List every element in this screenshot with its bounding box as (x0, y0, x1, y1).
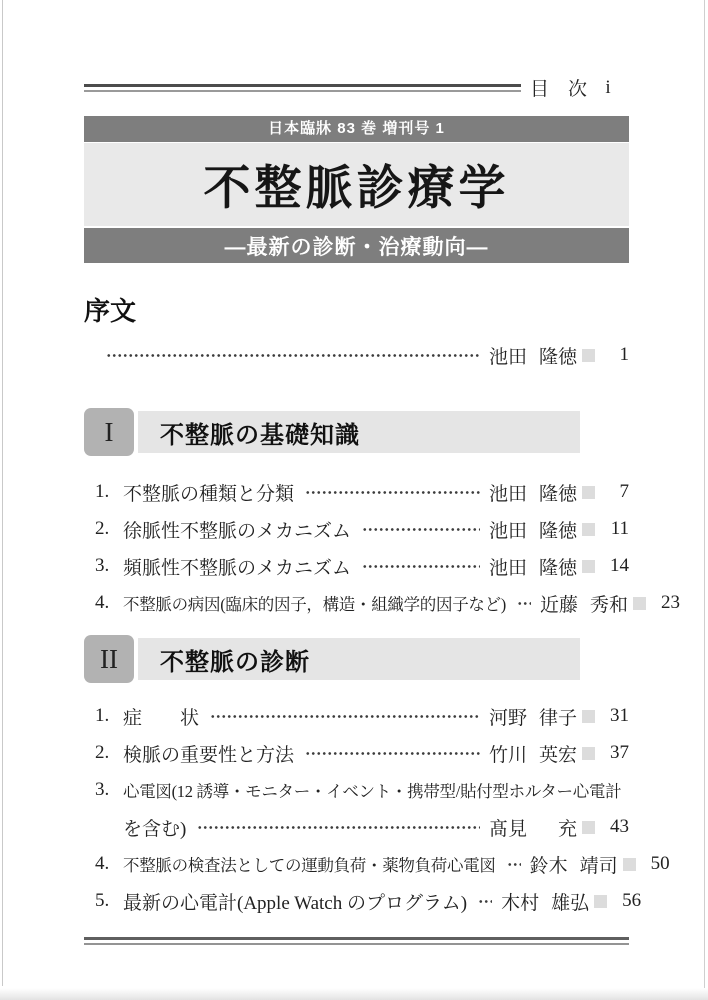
page-number: 14 (610, 555, 629, 576)
author-family: 池田 (489, 346, 528, 368)
author-given: 隆徳 (538, 346, 577, 368)
toc-row (95, 890, 642, 914)
item-title: 最新の心電計(Apple Watch のプログラム) (123, 892, 468, 914)
author-given: 英宏 (538, 744, 577, 766)
author-family: 池田 (489, 483, 528, 505)
page-marker (633, 597, 646, 610)
page-marker (582, 560, 595, 573)
page-marker (582, 349, 595, 362)
header-double-rule (84, 84, 521, 92)
author-name (489, 342, 577, 369)
author-name (489, 553, 577, 580)
dot-leader (106, 346, 480, 365)
author-family: 池田 (489, 520, 528, 542)
author-given: 雄弘 (551, 892, 590, 914)
page-marker (623, 858, 636, 871)
toc-row (95, 555, 629, 579)
item-number: 2. (95, 742, 110, 763)
author-name (540, 590, 628, 617)
author-given: 充 (557, 818, 577, 840)
item-title: 徐脈性不整脈のメカニズム (123, 520, 352, 542)
dot-leader (197, 818, 480, 837)
toc-row (95, 853, 670, 877)
item-number: 5. (95, 890, 110, 911)
series-banner: 日本臨牀 83 巻 増刊号 1 (84, 116, 629, 142)
item-title: 不整脈の検査法としての運動負荷・薬物負荷心電図 (123, 856, 496, 875)
folio-roman: i (605, 76, 611, 98)
author-family: 竹川 (489, 744, 528, 766)
item-number: 4. (95, 592, 110, 613)
author-family: 木村 (501, 892, 540, 914)
author-name (501, 888, 589, 915)
page-number: 43 (610, 816, 629, 837)
author-name (489, 703, 577, 730)
section-header-1 (84, 408, 629, 456)
section-title: 不整脈の診断 (138, 638, 580, 680)
dot-leader (210, 707, 480, 726)
toc-row (95, 705, 629, 729)
author-name (489, 814, 577, 841)
toc-row-wrap-line2 (95, 816, 629, 840)
page-edge-right (704, 0, 705, 990)
dot-leader (517, 594, 531, 613)
masthead (84, 116, 629, 263)
item-number: 1. (95, 705, 110, 726)
page-number: 1 (619, 344, 629, 365)
author-name (530, 851, 618, 878)
book-title: 不整脈診療学 (84, 143, 629, 226)
dot-leader (362, 520, 480, 539)
preface-row (95, 345, 629, 382)
toc-row (95, 742, 629, 766)
page-marker (582, 710, 595, 723)
section-2-items (95, 705, 670, 928)
author-name (489, 740, 577, 767)
author-family: 河野 (489, 707, 528, 729)
page-number: 37 (610, 742, 629, 763)
author-given: 隆徳 (538, 483, 577, 505)
section-1-items (95, 481, 680, 630)
page-number: 56 (622, 890, 642, 911)
book-subtitle: ―最新の診断・治療動向― (84, 228, 629, 263)
author-given: 隆徳 (538, 557, 577, 579)
author-given: 律子 (538, 707, 577, 729)
item-title: 検脈の重要性と方法 (123, 744, 295, 766)
page-number: 23 (661, 592, 680, 613)
dot-leader (362, 557, 480, 576)
page-number: 7 (619, 481, 629, 502)
item-title: 不整脈の種類と分類 (123, 483, 295, 505)
item-number: 2. (95, 518, 110, 539)
page-number: 50 (650, 853, 670, 874)
author-given: 秀和 (589, 594, 628, 616)
author-given: 隆徳 (538, 520, 577, 542)
item-number: 3. (95, 779, 110, 800)
author-family: 近藤 (540, 594, 579, 616)
author-given: 靖司 (579, 855, 618, 877)
page-marker (582, 747, 595, 760)
page-header (84, 74, 629, 101)
section-numeral: I (84, 408, 134, 456)
section-title: 不整脈の基礎知識 (138, 411, 580, 453)
item-title: 症 状 (123, 707, 200, 729)
page-marker (594, 895, 607, 908)
toc-label: 目 次 (529, 79, 587, 100)
author-name (489, 516, 577, 543)
page-number: 31 (610, 705, 629, 726)
preface-heading: 序文 (84, 296, 137, 326)
author-family: 髙見 (489, 818, 528, 840)
page-marker (582, 486, 595, 499)
item-number: 4. (95, 853, 110, 874)
dot-leader (305, 483, 480, 502)
toc-row (95, 481, 629, 505)
dot-leader (507, 855, 521, 874)
toc-row (95, 518, 629, 542)
page-edge-left (2, 0, 3, 986)
section-numeral: II (84, 635, 134, 683)
toc-row (95, 592, 680, 616)
item-title: 頻脈性不整脈のメカニズム (123, 557, 352, 579)
dot-leader (478, 892, 492, 911)
item-number: 3. (95, 555, 110, 576)
dot-leader (305, 744, 480, 763)
item-title: 心電図(12 誘導・モニター・イベント・携帯型/貼付型ホルター心電計 (123, 782, 622, 801)
page-marker (582, 821, 595, 834)
toc-row-wrap-line1 (95, 780, 629, 800)
author-family: 池田 (489, 557, 528, 579)
author-family: 鈴木 (529, 855, 568, 877)
toc-row (95, 344, 629, 368)
item-number: 1. (95, 481, 110, 502)
author-name (489, 479, 577, 506)
page-marker (582, 523, 595, 536)
item-title: 不整脈の病因(臨床的因子，構造・組織学的因子など) (123, 595, 506, 614)
page-number: 11 (610, 518, 629, 539)
footer-double-rule (84, 937, 629, 945)
item-title-continued: を含む) (123, 818, 187, 840)
page-edge-bottom (0, 988, 708, 1000)
section-header-2 (84, 635, 629, 683)
